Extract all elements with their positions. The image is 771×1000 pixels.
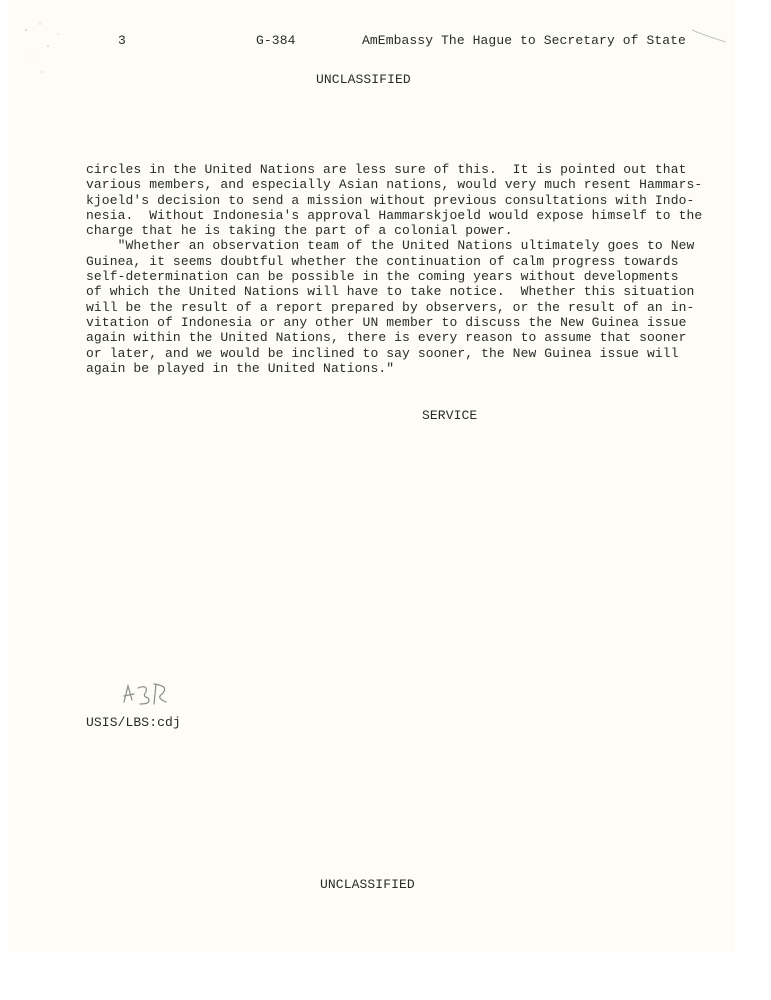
classification-marking-top: UNCLASSIFIED <box>316 72 411 87</box>
paper-specks-decoration <box>18 16 78 86</box>
classification-marking-bottom: UNCLASSIFIED <box>320 877 415 892</box>
body-text: circles in the United Nations are less sure of this. It is pointed out that various members, and especially Asian nations, would very much resent Hammars- kjoeld's decision to send a mission without previous consultations with Indo- nesia. Without Indonesia's approval Hammarskjoeld would expose himself to the charge that he is taking the part of a colonial power. "Whether an observation team of the United Nations ultimately goes to New Guinea, it seems doubtful whether the continuation of calm progress towards self-determination can be possible in the coming years without developments of which the United Nations will have to take notice. Whether this situation will be the result of a report prepared by observers, or the result of an in- vitation of Indonesia or any other UN member to discuss the New Guinea issue again within the United Nations, there is every reason to assume that sooner or later, and we would be inclined to say sooner, the New Guinea issue will again be played in the United Nations." <box>86 162 703 376</box>
reference-initials: USIS/LBS:cdj <box>86 715 181 730</box>
signature: SERVICE <box>422 408 478 423</box>
scan-margin-bottom <box>0 952 771 1000</box>
document-page <box>8 0 735 952</box>
page-number: 3 <box>118 33 126 48</box>
pencil-mark-decoration <box>688 18 732 50</box>
routing-line: AmEmbassy The Hague to Secretary of State <box>362 33 686 48</box>
scan-margin-right <box>735 0 771 1000</box>
handwritten-pencil-mark <box>118 680 180 708</box>
document-id: G-384 <box>256 33 296 48</box>
